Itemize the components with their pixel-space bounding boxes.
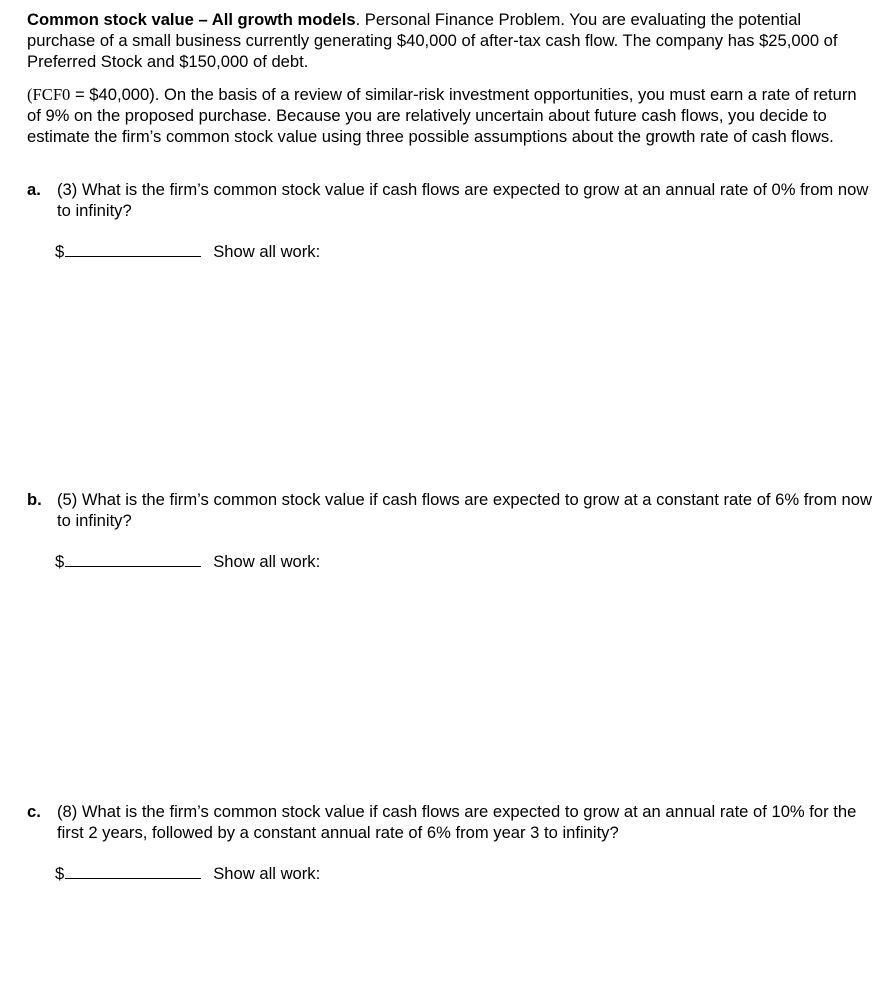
answer-blank-a[interactable] xyxy=(65,242,201,257)
problem-intro xyxy=(27,9,867,72)
fcf-label: (FCF0 xyxy=(27,85,71,104)
question-letter: b. xyxy=(27,490,42,509)
question-letter: a. xyxy=(27,180,41,199)
answer-row xyxy=(55,863,320,884)
question-text: (5) What is the firm’s common stock value if cash flows are expected to grow at a constant rate of 6% from now to infinity? xyxy=(57,490,872,530)
problem-intro-text: . Personal Finance Problem. You are evaluating the potential purchase of a small business currently generating $40,000 of after-tax cash flow. The company has $25,000 of Preferred Stock and $150,000 of debt. xyxy=(27,10,838,71)
problem-title: Common stock value – All growth models xyxy=(27,10,356,29)
question-text: (8) What is the firm’s common stock value if cash flows are expected to grow at an annual rate of 10% for the first 2 years, followed by a constant annual rate of 6% from year 3 to infinity? xyxy=(57,802,857,842)
answer-blank-b[interactable] xyxy=(65,552,201,567)
show-work-label: Show all work: xyxy=(213,552,321,571)
answer-row xyxy=(55,241,320,262)
dollar-sign: $ xyxy=(55,552,65,571)
answer-blank-c[interactable] xyxy=(65,864,201,879)
problem-given-text: = $40,000). On the basis of a review of similar-risk investment opportunities, you must earn a rate of return of 9% on the proposed purchase. Because you are relatively uncertain about future cash flows, you decide to estimate the firm’s common stock value using three possible assumptions about the growth rate of cash flows. xyxy=(27,85,857,146)
problem-given xyxy=(27,84,867,147)
question-letter: c. xyxy=(27,802,41,821)
question-text: (3) What is the firm’s common stock value if cash flows are expected to grow at an annual rate of 0% from now to infinity? xyxy=(57,180,869,220)
dollar-sign: $ xyxy=(55,864,65,883)
show-work-label: Show all work: xyxy=(213,864,321,883)
answer-row xyxy=(55,551,320,572)
show-work-label: Show all work: xyxy=(213,242,321,261)
dollar-sign: $ xyxy=(55,242,65,261)
